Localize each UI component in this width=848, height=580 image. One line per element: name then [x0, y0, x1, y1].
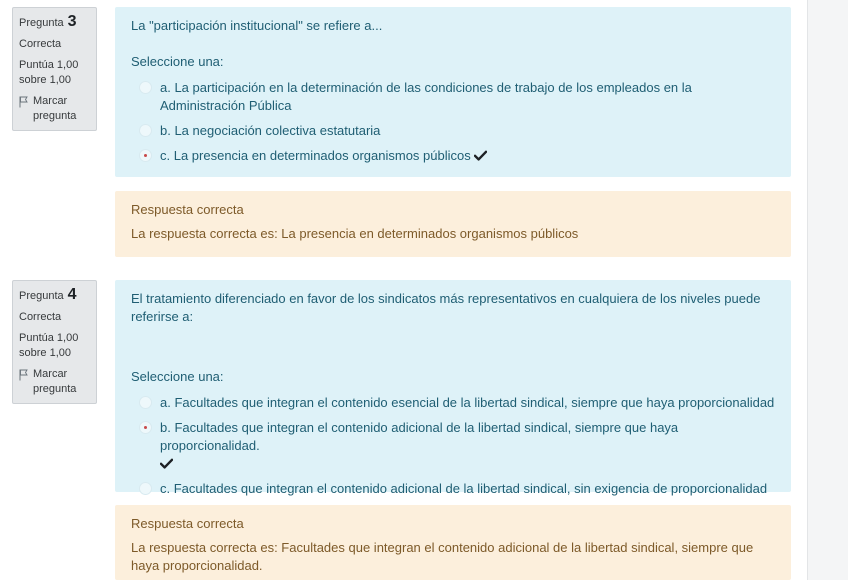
answer-option-label: a. La participación en la determinación de las condiciones de trabajo de los empleados en la Administración Pública [160, 80, 692, 113]
question-number-row [19, 287, 90, 304]
answer-option-c[interactable] [139, 480, 775, 498]
answer-option-b[interactable] [139, 122, 775, 140]
question-formulation-3 [115, 7, 791, 177]
answer-option-text-wrap [160, 419, 775, 473]
check-icon [160, 458, 173, 469]
question-grade [19, 331, 90, 361]
answer-option-label: c. La presencia en determinados organismos públicos [160, 148, 471, 163]
grade-line-1: Puntúa 1,00 [19, 332, 79, 344]
answer-option-label: b. La negociación colectiva estatutaria [160, 123, 381, 138]
question-formulation-4 [115, 280, 791, 496]
flag-question-label: Marcar pregunta [33, 368, 77, 395]
flag-icon [19, 96, 29, 108]
flag-icon [19, 369, 29, 381]
question-text: El tratamiento diferenciado en favor de los sindicatos más representativos en cualquiera de los niveles puede referirse a: [131, 291, 761, 324]
question-number-row [19, 14, 90, 31]
grade-line-1: Puntúa 1,00 [19, 59, 79, 71]
question-feedback-3 [115, 191, 791, 257]
question-feedback-4 [115, 505, 791, 580]
question-state: Correcta [19, 38, 62, 50]
grade-line-2: sobre 1,00 [19, 74, 71, 86]
check-icon [474, 150, 487, 161]
flag-question-button[interactable] [19, 94, 90, 124]
radio-button[interactable] [139, 482, 152, 495]
answer-option-b[interactable] [139, 419, 775, 473]
question-text: La "participación institucional" se refiere a... [131, 18, 383, 33]
feedback-title: Respuesta correcta [131, 202, 244, 217]
question-info-4 [12, 280, 97, 404]
answer-options [131, 394, 775, 498]
answer-option-text-wrap [160, 147, 775, 165]
question-label: Pregunta [19, 17, 64, 29]
answer-option-label: b. Facultades que integran el contenido adicional de la libertad sindical, siempre que haya proporcionalidad. [160, 420, 679, 453]
page-right-gutter [807, 0, 848, 580]
question-info-3 [12, 7, 97, 131]
feedback-text: La respuesta correcta es: Facultades que integran el contenido adicional de la libertad sindical, siempre que haya proporcionalidad. [131, 540, 754, 573]
select-one-prompt: Seleccione una: [131, 54, 224, 69]
question-number: 3 [67, 13, 77, 30]
radio-button[interactable] [139, 124, 152, 137]
grade-line-2: sobre 1,00 [19, 347, 71, 359]
answer-option-a[interactable] [139, 79, 775, 115]
answer-option-c[interactable] [139, 147, 775, 165]
feedback-text: La respuesta correcta es: La presencia en determinados organismos públicos [131, 226, 579, 241]
flag-question-button[interactable] [19, 367, 90, 397]
select-one-prompt: Seleccione una: [131, 369, 224, 384]
answer-options [131, 79, 775, 165]
answer-option-a[interactable] [139, 394, 775, 412]
radio-button[interactable] [139, 396, 152, 409]
flag-question-label: Marcar pregunta [33, 95, 77, 122]
radio-button[interactable] [139, 81, 152, 94]
answer-option-label: a. Facultades que integran el contenido esencial de la libertad sindical, siempre que haya proporcionalidad [160, 395, 775, 410]
question-label: Pregunta [19, 290, 64, 302]
question-number: 4 [67, 286, 77, 303]
question-state: Correcta [19, 311, 62, 323]
radio-button-selected[interactable] [139, 149, 152, 162]
feedback-title: Respuesta correcta [131, 516, 244, 531]
radio-button-selected[interactable] [139, 421, 152, 434]
question-grade [19, 58, 90, 88]
answer-option-label: c. Facultades que integran el contenido adicional de la libertad sindical, sin exigencia de proporcionalidad [160, 481, 768, 496]
